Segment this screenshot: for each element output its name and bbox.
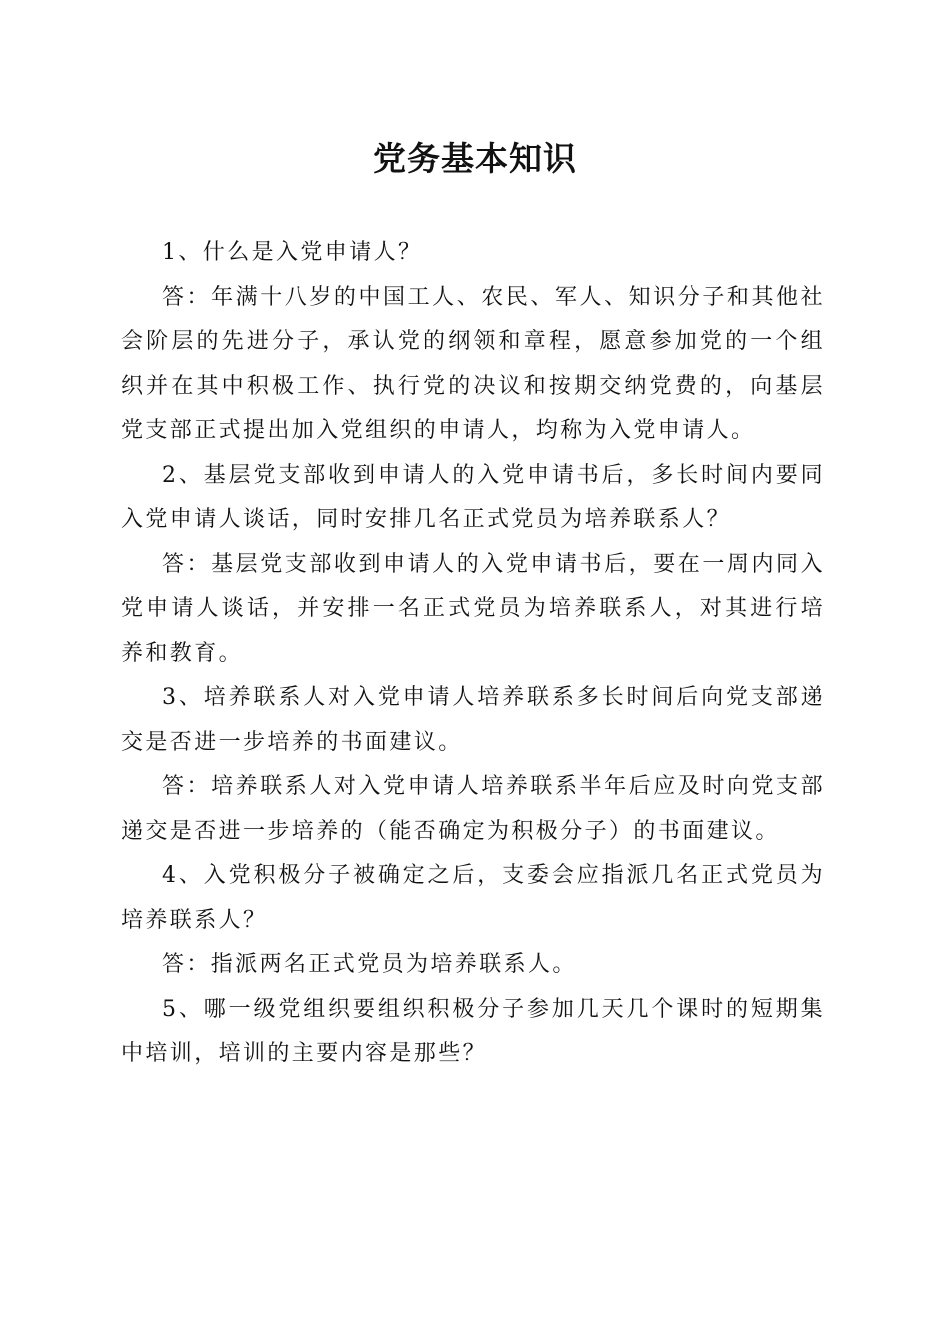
document-body (121, 231, 825, 1077)
question-1: 1、什么是入党申请人？ (162, 240, 423, 265)
answer-1: 答：年满十八岁的中国工人、农民、军人、知识分子和其他社会阶层的先进分子，承认党的纲领和章程，愿意参加党的一个组织并在其中积极工作、执行党的决议和按期交纳党费的，向基层党支部正式提出加入党组织的申请人，均称为入党申请人。 (121, 284, 825, 443)
answer-3: 答：培养联系人对入党申请人培养联系半年后应及时向党支部递交是否进一步培养的（能否确定为积极分子）的书面建议。 (121, 774, 825, 844)
answer-4: 答：指派两名正式党员为培养联系人。 (162, 952, 577, 977)
page-title: 党务基本知识 (373, 139, 577, 178)
answer-2: 答：基层党支部收到申请人的入党申请书后，要在一周内同入党申请人谈话，并安排一名正式党员为培养联系人，对其进行培养和教育。 (121, 551, 825, 666)
question-4: 4、入党积极分子被确定之后，支委会应指派几名正式党员为培养联系人？ (121, 863, 825, 933)
question-5: 5、哪一级党组织要组织积极分子参加几天几个课时的短期集中培训，培训的主要内容是那些？ (121, 996, 825, 1066)
question-2: 2、基层党支部收到申请人的入党申请书后，多长时间内要同入党申请人谈话，同时安排几名正式党员为培养联系人？ (121, 462, 825, 532)
question-3: 3、培养联系人对入党申请人培养联系多长时间后向党支部递交是否进一步培养的书面建议。 (121, 685, 825, 755)
